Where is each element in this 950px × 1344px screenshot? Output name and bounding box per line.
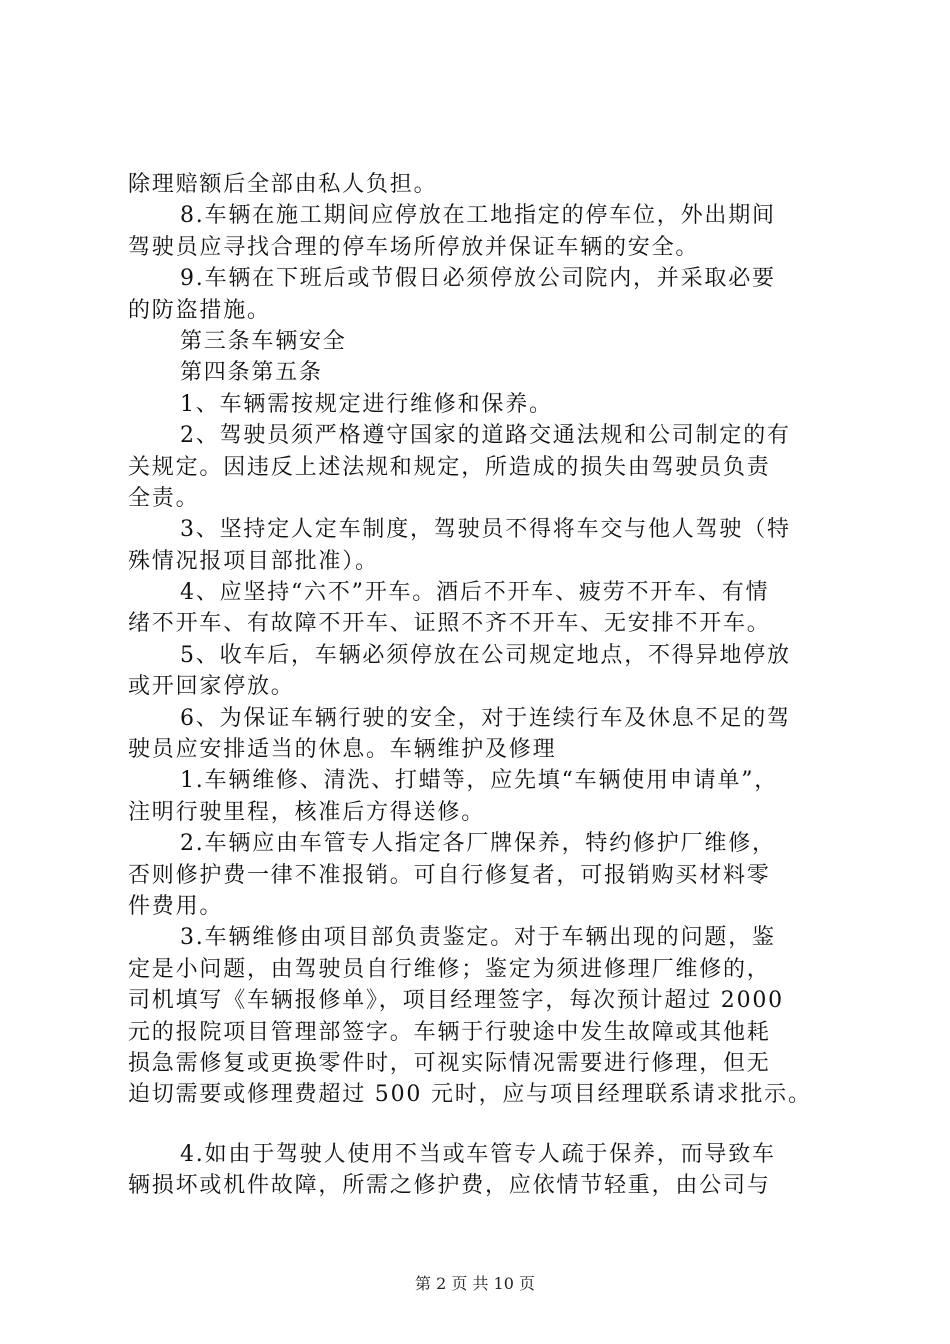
paragraph-gap bbox=[128, 1111, 833, 1139]
text-line: 3、坚持定人定车制度，驾驶员不得将车交与他人驾驶（特 bbox=[180, 517, 791, 543]
document-body bbox=[128, 169, 833, 1202]
text-line: 元的报院项目管理部签字。车辆于行驶途中发生故障或其他耗 bbox=[128, 1019, 771, 1045]
text-line: 第三条车辆安全 bbox=[180, 328, 347, 354]
text-line: 4、应坚持“六不”开车。酒后不开车、疲劳不开车、有情 bbox=[180, 580, 770, 606]
text-line: 驶员应安排适当的休息。车辆维护及修理 bbox=[128, 737, 557, 763]
text-line: 3.车辆维修由项目部负责鉴定。对于车辆出现的问题，鉴 bbox=[180, 925, 776, 951]
text-line: 关规定。因违反上述法规和规定，所造成的损失由驾驶员负责 bbox=[128, 454, 771, 480]
page-number: 第 2 页 共 10 页 bbox=[415, 1274, 535, 1293]
page-footer bbox=[0, 1271, 950, 1294]
text-line: 损急需修复或更换零件时，可视实际情况需要进行修理，但无 bbox=[128, 1050, 771, 1076]
text-line: 注明行驶里程，核准后方得送修。 bbox=[128, 799, 486, 825]
text-line: 辆损坏或机件故障，所需之修护费，应依情节轻重，由公司与 bbox=[128, 1173, 771, 1199]
text-line: 定是小问题，由驾驶员自行维修；鉴定为须进修理厂维修的， bbox=[128, 956, 771, 982]
text-line: 殊情况报项目部批准）。 bbox=[128, 548, 379, 574]
text-line: 5、收车后，车辆必须停放在公司规定地点，不得异地停放 bbox=[180, 642, 791, 668]
text-line: 9.车辆在下班后或节假日必须停放公司院内，并采取必要 bbox=[180, 266, 776, 292]
text-line: 司机填写《车辆报修单》，项目经理签字，每次预计超过 2000 bbox=[128, 988, 784, 1014]
text-line: 件费用。 bbox=[128, 893, 224, 919]
text-line: 除理赔额后全部由私人负担。 bbox=[128, 172, 438, 197]
text-line: 2.车辆应由车管专人指定各厂牌保养，特约修护厂维修， bbox=[180, 831, 776, 857]
text-line: 绪不开车、有故障不开车、证照不齐不开车、无安排不开车。 bbox=[128, 611, 771, 637]
text-line: 4.如由于驾驶人使用不当或车管专人疏于保养，而导致车 bbox=[180, 1141, 776, 1167]
text-line: 的防盗措施。 bbox=[128, 297, 271, 323]
text-line: 驾驶员应寻找合理的停车场所停放并保证车辆的安全。 bbox=[128, 234, 700, 260]
text-line: 8.车辆在施工期间应停放在工地指定的停车位，外出期间 bbox=[180, 203, 776, 229]
text-line: 6、为保证车辆行驶的安全，对于连续行车及休息不足的驾 bbox=[180, 705, 791, 731]
text-line: 1.车辆维修、清洗、打蜡等，应先填“车辆使用申请单”， bbox=[180, 768, 779, 794]
text-line: 全责。 bbox=[128, 485, 200, 511]
text-line: 第四条第五条 bbox=[180, 360, 323, 386]
text-line: 2、驾驶员须严格遵守国家的道路交通法规和公司制定的有 bbox=[180, 423, 791, 449]
text-line: 或开回家停放。 bbox=[128, 674, 295, 700]
text-line: 1、车辆需按规定进行维修和保养。 bbox=[180, 391, 553, 417]
text-line: 迫切需要或修理费超过 500 元时，应与项目经理联系请求批示。 bbox=[128, 1082, 812, 1108]
text-line: 否则修护费一律不准报销。可自行修复者，可报销购买材料零 bbox=[128, 862, 771, 888]
